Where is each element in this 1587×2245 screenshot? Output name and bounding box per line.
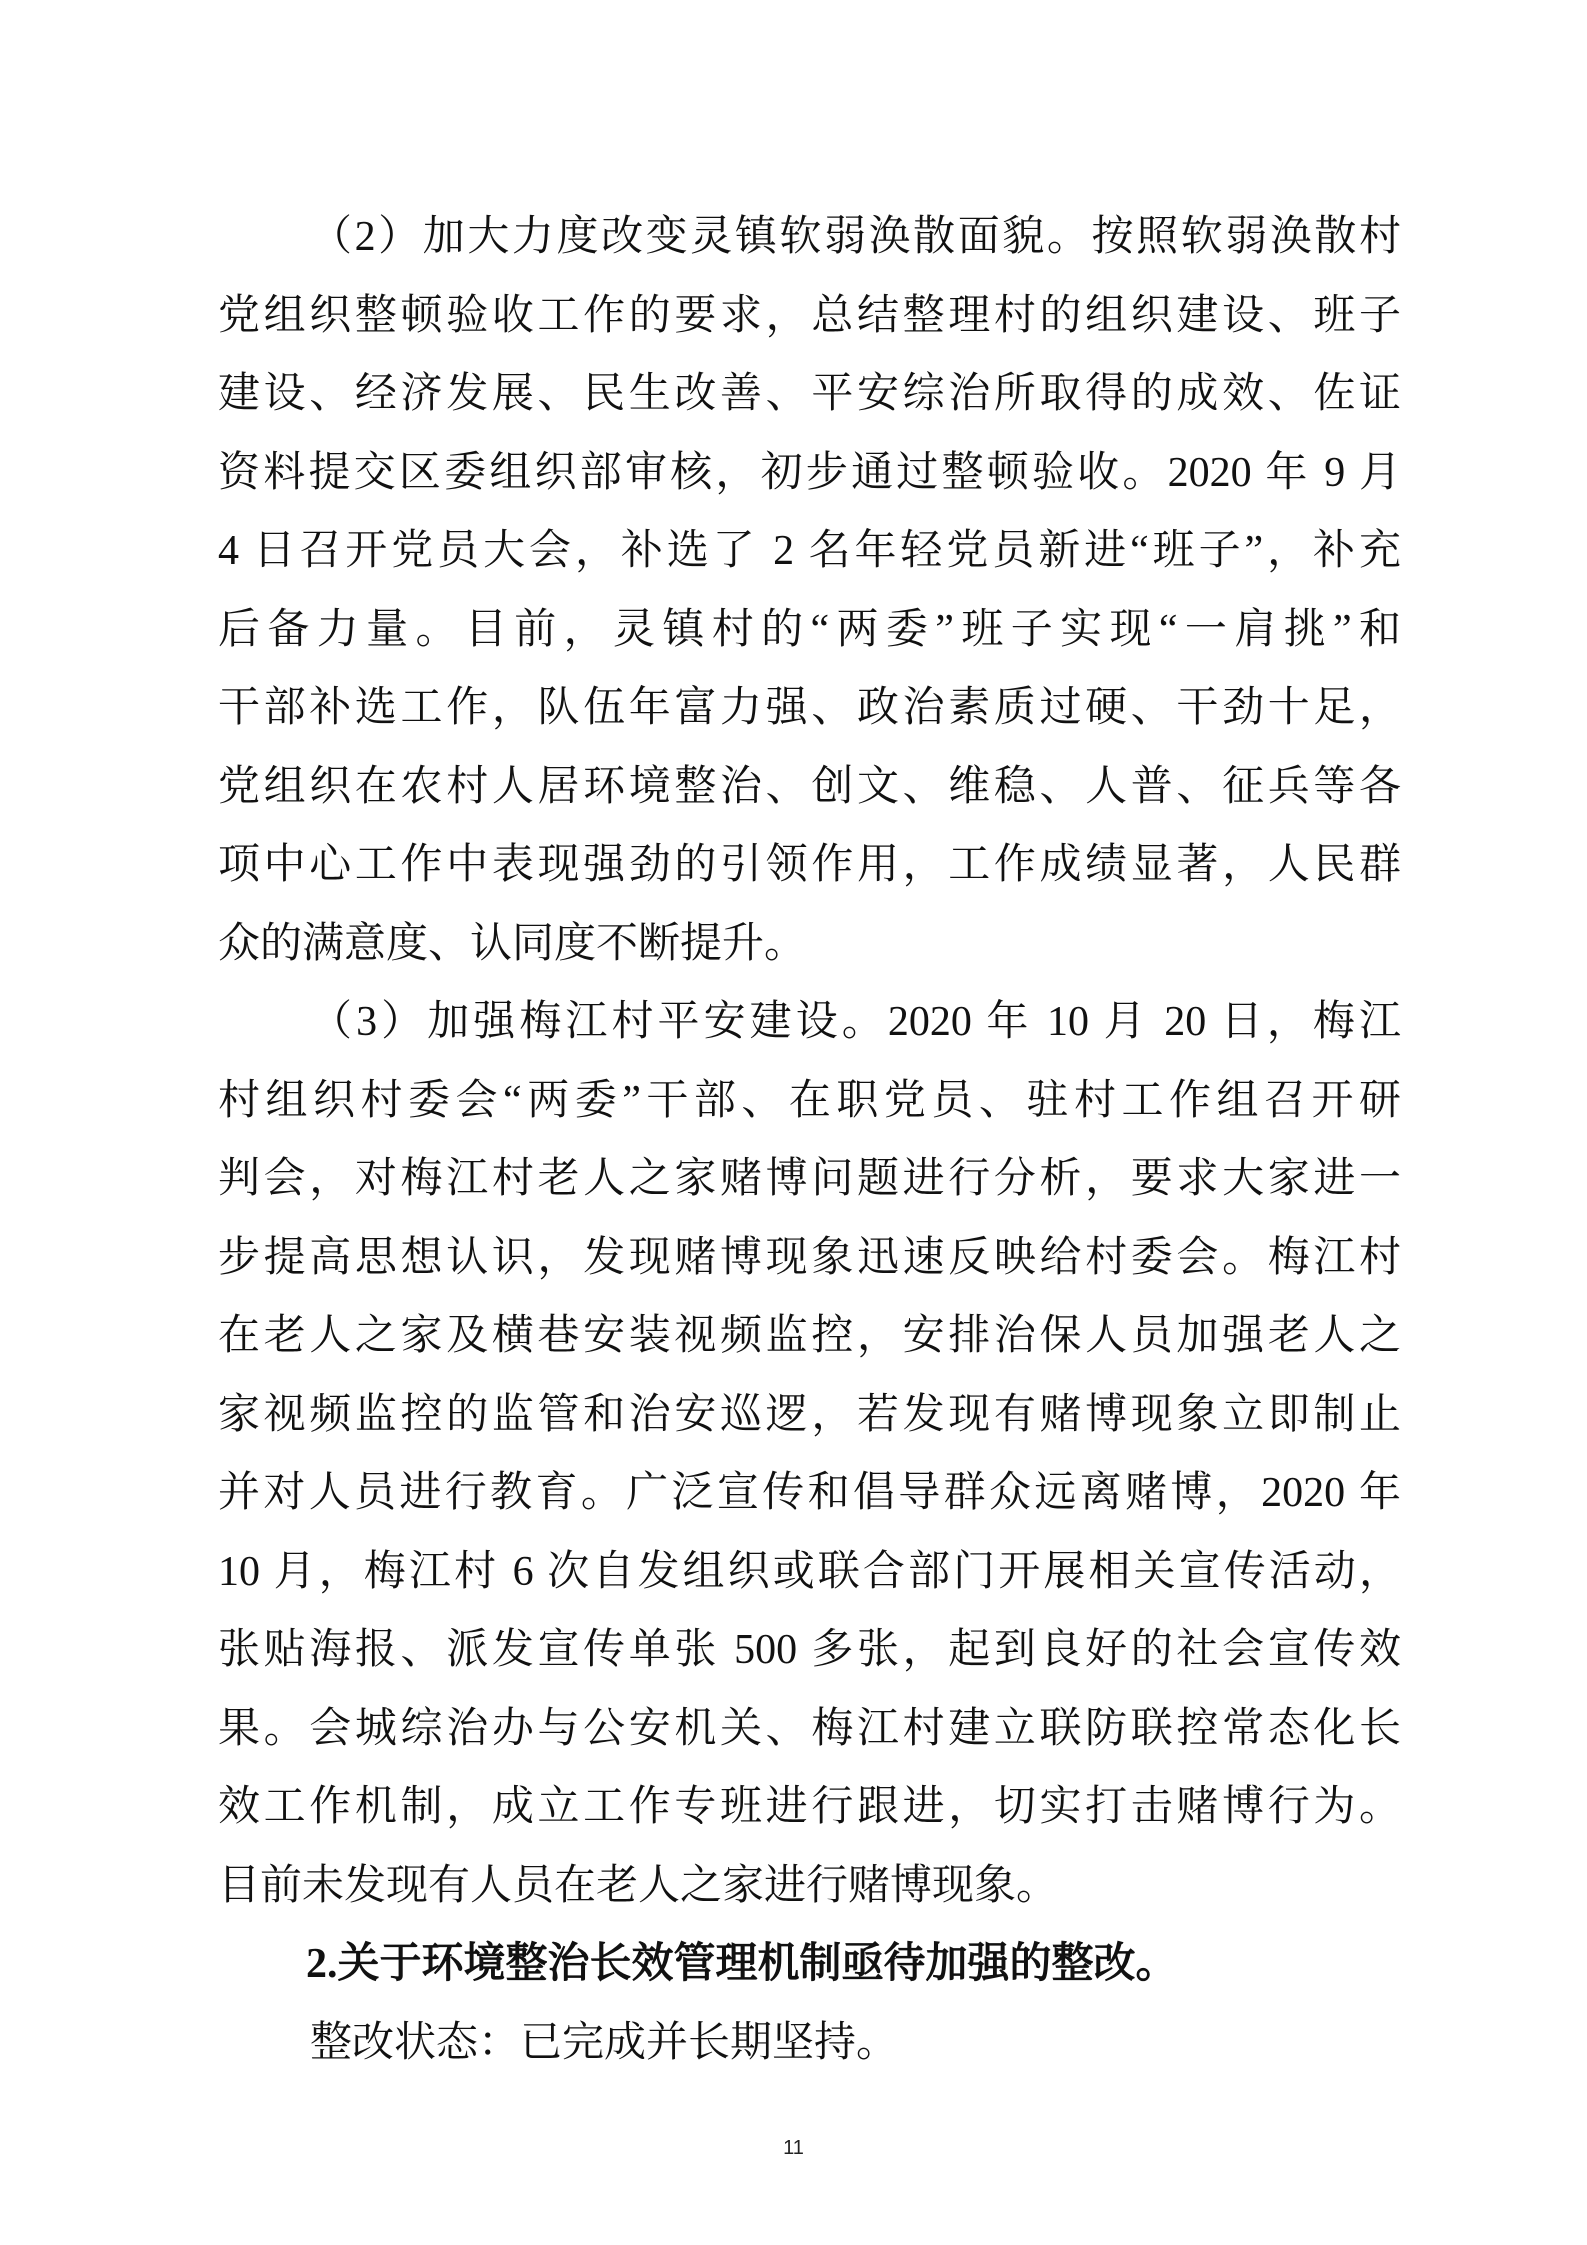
rectification-status: 整改状态：已完成并长期坚持。	[310, 2019, 899, 2066]
paragraph-line: 党组织整顿验收工作的要求，总结整理村的组织建设、班子	[218, 292, 1401, 339]
paragraph-line: 家视频监控的监管和治安巡逻，若发现有赌博现象立即制止	[218, 1391, 1401, 1438]
paragraph-line: 党组织在农村人居环境整治、创文、维稳、人普、征兵等各	[218, 763, 1401, 810]
paragraph-line: 步提高思想认识，发现赌博现象迅速反映给村委会。梅江村	[218, 1234, 1401, 1281]
paragraph-line: 资料提交区委组织部审核，初步通过整顿验收。2020 年 9 月	[218, 449, 1401, 496]
paragraph-line: （3）加强梅江村平安建设。2020 年 10 月 20 日，梅江	[310, 999, 1401, 1045]
page-number: 11	[783, 2137, 804, 2159]
paragraph-line: 张贴海报、派发宣传单张 500 多张，起到良好的社会宣传效	[218, 1627, 1401, 1673]
paragraph-line: 在老人之家及横巷安装视频监控，安排治保人员加强老人之	[218, 1313, 1401, 1359]
paragraph-line: 项中心工作中表现强劲的引领作用，工作成绩显著，人民群	[218, 842, 1401, 888]
paragraph-line: 建设、经济发展、民生改善、平安综治所取得的成效、佐证	[218, 371, 1401, 417]
paragraph-line: 果。会城综治办与公安机关、梅江村建立联防联控常态化长	[218, 1705, 1401, 1752]
document-body	[218, 198, 1401, 2082]
paragraph-line: 效工作机制，成立工作专班进行跟进，切实打击赌博行为。	[218, 1784, 1401, 1830]
paragraph-line: 10 月，梅江村 6 次自发组织或联合部门开展相关宣传活动，	[218, 1548, 1401, 1595]
paragraph-line: 众的满意度、认同度不断提升。	[218, 920, 807, 967]
paragraph-line: 后备力量。目前，灵镇村的“两委”班子实现“一肩挑”和	[218, 606, 1401, 653]
paragraph-line: （2）加大力度改变灵镇软弱涣散面貌。按照软弱涣散村	[310, 214, 1401, 260]
paragraph-line: 判会，对梅江村老人之家赌博问题进行分析，要求大家进一	[218, 1156, 1401, 1202]
paragraph-line: 4 日召开党员大会，补选了 2 名年轻党员新进“班子”，补充	[218, 528, 1401, 574]
section-heading: 2.关于环境整治长效管理机制亟待加强的整改。	[306, 1941, 1178, 1987]
paragraph-line: 干部补选工作，队伍年富力强、政治素质过硬、干劲十足，	[218, 685, 1401, 731]
paragraph-line: 目前未发现有人员在老人之家进行赌博现象。	[218, 1862, 1059, 1909]
paragraph-line: 村组织村委会“两委”干部、在职党员、驻村工作组召开研	[218, 1077, 1401, 1124]
paragraph-line: 并对人员进行教育。广泛宣传和倡导群众远离赌博，2020 年	[218, 1470, 1401, 1516]
